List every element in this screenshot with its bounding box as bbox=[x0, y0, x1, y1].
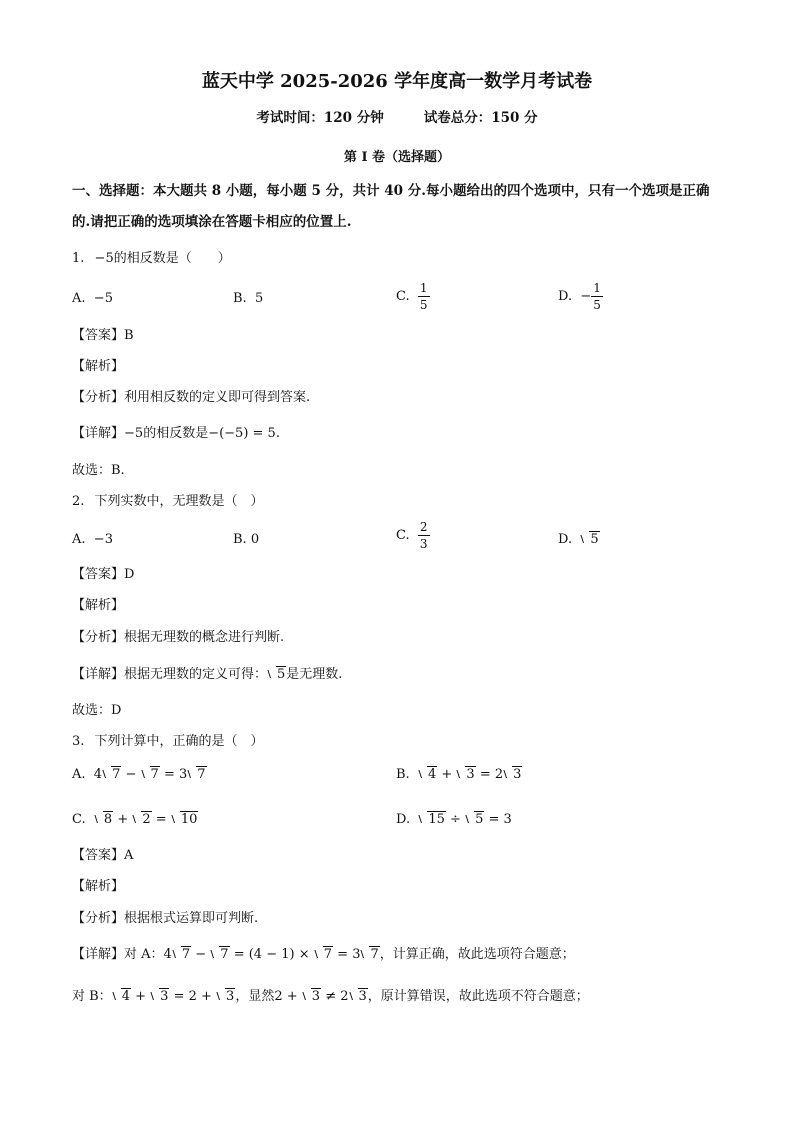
square-root bbox=[465, 811, 484, 828]
square-root bbox=[132, 811, 151, 828]
option-label: B. bbox=[233, 291, 247, 306]
operator: + bbox=[135, 989, 147, 1004]
detail-text: 的相反数是 bbox=[143, 426, 209, 441]
stem-text: 下列实数中，无理数是（ ） bbox=[94, 494, 264, 509]
radicand: 3 bbox=[466, 767, 475, 782]
radicand: 3 bbox=[311, 989, 321, 1004]
fraction bbox=[418, 521, 430, 550]
fraction bbox=[418, 282, 430, 311]
fraction bbox=[591, 282, 603, 311]
option-label: B. bbox=[396, 767, 410, 782]
stem-text: 的相反数是（ ） bbox=[113, 251, 231, 266]
q1-analysis-tag: 【解析】 bbox=[72, 359, 125, 374]
q1-detail bbox=[72, 426, 280, 442]
radicand: 3 bbox=[160, 989, 169, 1004]
square-root bbox=[267, 666, 286, 683]
square-root bbox=[171, 811, 199, 828]
square-root bbox=[349, 988, 368, 1005]
numerator: 2 bbox=[419, 520, 428, 534]
q2-fenxi: 【分析】根据无理数的概念进行判断. bbox=[72, 630, 285, 645]
equals: = 3 bbox=[163, 767, 188, 782]
coefficient: 4 bbox=[163, 947, 172, 962]
square-root bbox=[150, 988, 169, 1005]
numerator: 1 bbox=[593, 281, 601, 295]
detail-tag: 对 B： bbox=[72, 989, 112, 1004]
square-root bbox=[102, 766, 121, 783]
option-label: B. bbox=[233, 532, 247, 547]
coefficient: 4 bbox=[93, 767, 103, 782]
square-root bbox=[418, 766, 437, 783]
q1-option-b bbox=[233, 291, 263, 307]
denominator: 5 bbox=[419, 298, 428, 312]
q3-detail-b bbox=[72, 988, 589, 1005]
radicand: 3 bbox=[226, 989, 235, 1004]
question-number: 1. bbox=[72, 251, 85, 266]
question-2-stem bbox=[72, 494, 264, 510]
square-root bbox=[210, 946, 229, 963]
q3-option-c bbox=[72, 811, 198, 828]
option-label: A. bbox=[72, 291, 86, 306]
detail-text: ，显然 bbox=[235, 989, 275, 1004]
expression: 2 + bbox=[274, 989, 298, 1004]
radicand: 15 bbox=[428, 812, 445, 827]
expression: = (4 − 1) × bbox=[233, 947, 310, 962]
option-label: C. bbox=[72, 812, 86, 827]
detail-tag: 【详解】 bbox=[72, 426, 125, 441]
q3-analysis-tag: 【解析】 bbox=[72, 879, 125, 894]
option-value: −5 bbox=[93, 291, 113, 306]
q1-option-c bbox=[396, 282, 430, 311]
square-root bbox=[216, 988, 235, 1005]
detail-text: ，原计算错误，故此选项不符合题意； bbox=[367, 989, 589, 1004]
option-label: C. bbox=[396, 528, 410, 543]
volume-heading: 第 I 卷（选择题） bbox=[343, 150, 451, 165]
option-value: 0 bbox=[250, 532, 260, 547]
equals: = 3 bbox=[488, 812, 512, 827]
radicand: 4 bbox=[427, 767, 437, 782]
square-root bbox=[580, 531, 599, 548]
square-root bbox=[360, 946, 379, 963]
radicand: 7 bbox=[181, 947, 191, 962]
q1-option-a bbox=[72, 291, 113, 307]
question-3-stem bbox=[72, 734, 264, 750]
q1-fenxi: 【分析】利用相反数的定义即可得到答案. bbox=[72, 390, 311, 405]
q2-analysis-tag: 【解析】 bbox=[72, 598, 125, 613]
q1-choose: 故选：B. bbox=[72, 463, 125, 478]
detail-text: ，计算正确，故此选项符合题意； bbox=[379, 947, 575, 962]
operator: + bbox=[117, 812, 129, 827]
denominator: 3 bbox=[419, 537, 428, 551]
square-root bbox=[112, 988, 131, 1005]
radicand: 5 bbox=[277, 667, 286, 682]
square-root bbox=[503, 766, 522, 783]
q2-option-b bbox=[233, 532, 259, 548]
operator: + bbox=[441, 767, 453, 782]
question-1-stem bbox=[72, 251, 231, 267]
q3-option-b bbox=[396, 766, 522, 783]
not-equal: ≠ 2 bbox=[325, 989, 349, 1004]
q1-answer: 【答案】B bbox=[72, 328, 134, 343]
square-root bbox=[456, 766, 475, 783]
option-value: 5 bbox=[254, 291, 264, 306]
denominator: 5 bbox=[593, 298, 601, 312]
q2-option-d bbox=[558, 531, 600, 548]
square-root bbox=[187, 766, 206, 783]
section-heading: 一、选择题：本大题共 8 小题，每小题 5 分，共计 40 分.每小题给出的四个选项中，只有一个选项是正确的.请把正确的选项填涂在答题卡相应的位置上. bbox=[72, 183, 710, 230]
exam-total: 试卷总分：150 分 bbox=[423, 110, 538, 126]
radicand: 2 bbox=[142, 812, 151, 827]
radicand: 7 bbox=[323, 947, 333, 962]
option-value: −3 bbox=[93, 532, 113, 547]
q3-detail-a bbox=[72, 946, 575, 963]
radicand: 3 bbox=[513, 767, 522, 782]
option-label: A. bbox=[72, 767, 86, 782]
detail-text: 是无理数. bbox=[286, 667, 343, 682]
q2-option-c bbox=[396, 521, 430, 550]
equals: = bbox=[155, 812, 167, 827]
square-root bbox=[94, 811, 113, 828]
page-title: 蓝天中学 2025-2026 学年度高一数学月考试卷 bbox=[201, 71, 593, 92]
option-label: C. bbox=[396, 289, 410, 304]
radicand: 5 bbox=[475, 812, 484, 827]
q3-option-d bbox=[396, 811, 512, 828]
operator: − bbox=[125, 767, 137, 782]
q2-option-a bbox=[72, 532, 113, 548]
detail-expression: −5 bbox=[124, 426, 144, 441]
radicand: 7 bbox=[197, 767, 206, 782]
square-root bbox=[141, 766, 160, 783]
exam-info bbox=[0, 110, 794, 126]
question-number: 2. bbox=[72, 494, 85, 509]
option-label: D. bbox=[558, 532, 573, 547]
q1-option-d bbox=[558, 282, 603, 311]
detail-tag: 【详解】对 A： bbox=[72, 947, 164, 962]
square-root bbox=[418, 811, 446, 828]
radicand: 7 bbox=[220, 947, 229, 962]
numerator: 1 bbox=[419, 281, 428, 295]
expression: = 2 + bbox=[173, 989, 212, 1004]
operator: − bbox=[195, 947, 207, 962]
detail-tag: 【详解】根据无理数的定义可得： bbox=[72, 667, 268, 682]
square-root bbox=[172, 946, 191, 963]
stem-text: 下列计算中，正确的是（ ） bbox=[94, 734, 264, 749]
q2-answer: 【答案】D bbox=[72, 567, 135, 582]
q3-option-a bbox=[72, 766, 207, 783]
q2-detail bbox=[72, 666, 342, 683]
radicand: 5 bbox=[590, 532, 599, 547]
radicand: 3 bbox=[358, 989, 367, 1004]
radicand: 10 bbox=[180, 812, 198, 827]
option-label: A. bbox=[72, 532, 86, 547]
radicand: 7 bbox=[112, 767, 121, 782]
radicand: 8 bbox=[103, 812, 113, 827]
radicand: 7 bbox=[150, 767, 159, 782]
square-root bbox=[314, 946, 333, 963]
question-number: 3. bbox=[72, 734, 85, 749]
radicand: 4 bbox=[121, 989, 130, 1004]
stem-expression: −5 bbox=[94, 251, 114, 266]
exam-time: 考试时间：120 分钟 bbox=[256, 110, 384, 126]
detail-math: −(−5) = 5 bbox=[208, 426, 276, 441]
radicand: 7 bbox=[370, 947, 379, 962]
q3-answer: 【答案】A bbox=[72, 848, 134, 863]
equals: = 2 bbox=[479, 767, 504, 782]
square-root bbox=[302, 988, 321, 1005]
q2-choose: 故选：D bbox=[72, 703, 122, 718]
option-label: D. bbox=[396, 812, 411, 827]
minus-sign: − bbox=[580, 289, 592, 304]
q3-fenxi: 【分析】根据根式运算即可判断. bbox=[72, 911, 259, 926]
option-label: D. bbox=[558, 289, 573, 304]
detail-end: . bbox=[275, 426, 280, 441]
operator: ÷ bbox=[450, 812, 461, 827]
equals: = 3 bbox=[337, 947, 361, 962]
